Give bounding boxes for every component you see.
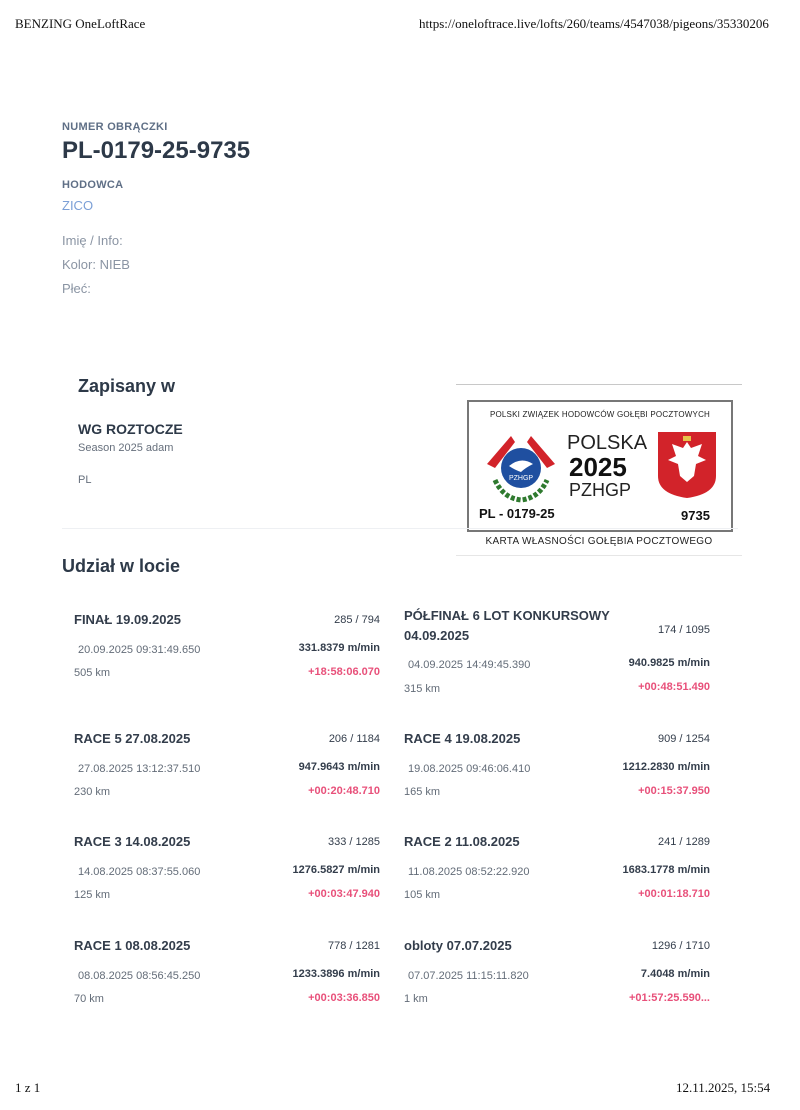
pzhgp-logo-icon	[481, 428, 561, 504]
race-time-diff: +00:03:47.940	[308, 888, 380, 900]
race-speed: 1212.2830 m/min	[622, 761, 710, 773]
race-title: RACE 5 27.08.2025	[74, 731, 191, 746]
race-arrival-time: 14.08.2025 08:37:55.060	[78, 866, 201, 878]
race-arrival-time: 27.08.2025 13:12:37.510	[78, 763, 201, 775]
race-place: 241 / 1289	[658, 836, 710, 848]
race-title: RACE 1 08.08.2025	[74, 938, 191, 953]
race-arrival-time: 20.09.2025 09:31:49.650	[78, 644, 201, 656]
race-distance: 105 km	[404, 889, 441, 901]
print-page-title: BENZING OneLoftRace	[15, 16, 146, 31]
race-distance: 230 km	[74, 786, 111, 798]
season-name: Season 2025 adam	[78, 442, 174, 454]
ownership-card-frame	[467, 400, 733, 532]
pigeon-color: Kolor: NIEB	[62, 257, 130, 272]
race-card[interactable]	[404, 936, 720, 1026]
race-speed: 7.4048 m/min	[640, 968, 710, 980]
race-place: 206 / 1184	[328, 733, 380, 745]
race-distance: 125 km	[74, 889, 111, 901]
race-distance: 70 km	[74, 993, 104, 1005]
race-arrival-time: 04.09.2025 14:49:45.390	[408, 659, 531, 671]
race-speed: 1683.1778 m/min	[622, 864, 710, 876]
race-distance: 315 km	[404, 683, 441, 695]
race-place: 778 / 1281	[328, 940, 380, 952]
country-code: PL	[78, 474, 92, 486]
race-speed: 1276.5827 m/min	[292, 864, 380, 876]
race-time-diff: +18:58:06.070	[308, 666, 380, 678]
race-card[interactable]	[74, 936, 390, 1026]
race-speed: 1233.3896 m/min	[292, 968, 380, 980]
card-pigeon-number: 9735	[681, 508, 710, 523]
race-speed: 947.9643 m/min	[298, 761, 380, 773]
race-time-diff: +00:15:37.950	[638, 785, 710, 797]
card-year: 2025	[569, 452, 627, 482]
race-arrival-time: 08.08.2025 08:56:45.250	[78, 970, 201, 982]
race-title: RACE 4 19.08.2025	[404, 731, 521, 746]
print-page-counter: 1 z 1	[15, 1080, 41, 1095]
card-association-text: POLSKI ZWIĄZEK HODOWCÓW GOŁĘBI POCZTOWYCH	[489, 410, 711, 419]
race-title: PÓŁFINAŁ 6 LOT KONKURSOWY 04.09.2025	[404, 608, 610, 643]
breeder-link[interactable]: ZICO	[62, 198, 94, 213]
races-title: Udział w locie	[62, 556, 181, 576]
ring-label: NUMER OBRĄCZKI	[62, 121, 168, 133]
race-time-diff: +00:48:51.490	[638, 681, 710, 693]
race-title: obloty 07.07.2025	[404, 938, 512, 953]
race-speed: 940.9825 m/min	[628, 657, 710, 669]
race-speed: 331.8379 m/min	[298, 642, 380, 654]
race-card[interactable]	[404, 832, 720, 922]
breeder-label: HODOWCA	[62, 179, 124, 191]
race-card[interactable]	[74, 610, 390, 700]
race-time-diff: +00:01:18.710	[638, 888, 710, 900]
card-ring-number: PL - 0179-25	[479, 506, 555, 521]
race-card[interactable]	[404, 606, 720, 696]
race-place: 909 / 1254	[658, 733, 710, 745]
race-card[interactable]	[404, 729, 720, 819]
race-arrival-time: 19.08.2025 09:46:06.410	[408, 763, 531, 775]
pigeon-ring-number: PL-0179-25-9735	[62, 137, 251, 164]
section-divider	[62, 528, 738, 529]
polish-eagle-icon	[656, 430, 718, 500]
race-place: 285 / 794	[334, 614, 380, 626]
race-card[interactable]	[74, 729, 390, 819]
svg-text:PZHGP: PZHGP	[508, 475, 534, 482]
race-distance: 165 km	[404, 786, 441, 798]
race-time-diff: +01:57:25.590...	[628, 992, 710, 1004]
race-distance: 505 km	[74, 667, 111, 679]
race-place: 333 / 1285	[328, 836, 380, 848]
pigeon-sex: Płeć:	[62, 281, 91, 296]
card-caption: KARTA WŁASNOŚCI GOŁĘBIA POCZTOWEGO	[485, 536, 713, 547]
race-arrival-time: 07.07.2025 11:15:11.820	[408, 970, 529, 982]
race-title: RACE 3 14.08.2025	[74, 834, 191, 849]
race-time-diff: +00:20:48.710	[308, 785, 380, 797]
race-title: FINAŁ 19.09.2025	[74, 612, 181, 627]
race-place: 1296 / 1710	[651, 940, 710, 952]
club-name[interactable]: WG ROZTOCZE	[78, 421, 183, 437]
pigeon-name-info: Imię / Info:	[62, 233, 123, 248]
print-datetime: 12.11.2025, 15:54	[676, 1080, 771, 1095]
race-place: 174 / 1095	[658, 624, 710, 636]
race-card[interactable]	[74, 832, 390, 922]
race-time-diff: +00:03:36.850	[308, 992, 380, 1004]
race-title: RACE 2 11.08.2025	[404, 834, 520, 849]
race-arrival-time: 11.08.2025 08:52:22.920	[408, 866, 530, 878]
race-distance: 1 km	[404, 993, 428, 1005]
print-url[interactable]: https://oneloftrace.live/lofts/260/teams/4547038/pigeons/35330206	[419, 16, 769, 31]
card-country: POLSKA	[567, 432, 648, 454]
registered-title: Zapisany w	[78, 376, 176, 396]
card-org: PZHGP	[569, 480, 632, 500]
